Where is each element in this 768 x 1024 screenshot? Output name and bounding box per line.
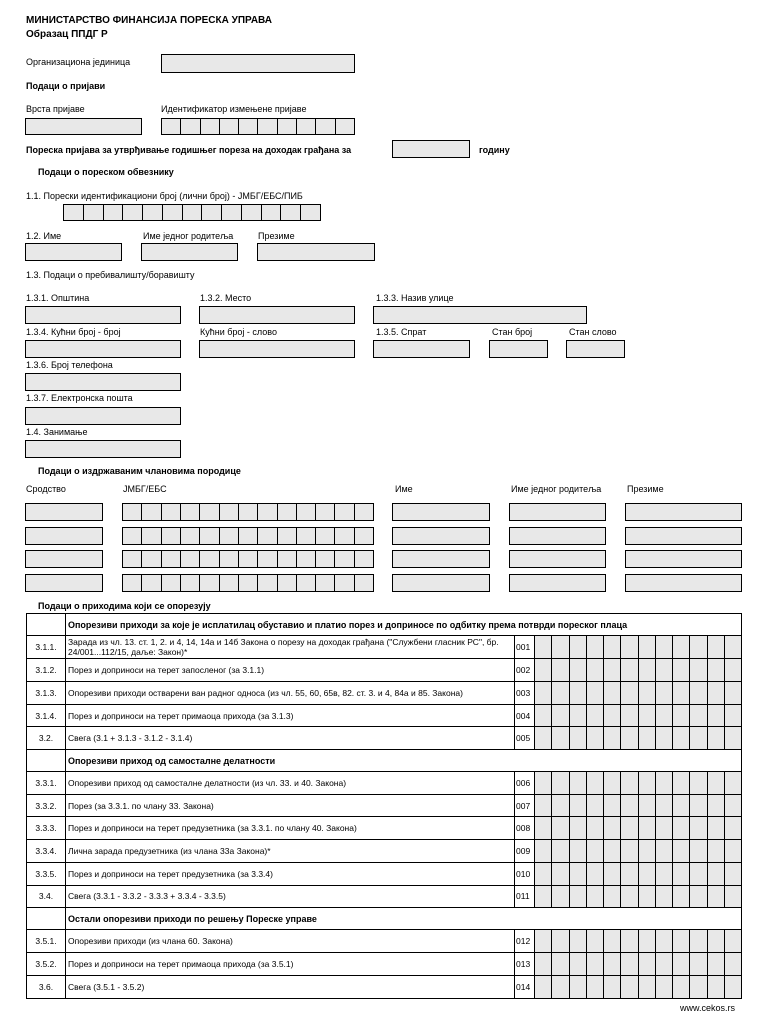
form-code: Образац ППДГ Р (26, 29, 108, 40)
house-no-field[interactable] (25, 340, 181, 358)
row-number: 3.1.1. (27, 636, 66, 658)
row-description: Опорезиви приход од самосталне делатности (из чл. 33. и 40. Закона) (65, 772, 515, 794)
apt-letter-label: Стан слово (569, 327, 617, 337)
row-code: 005 (515, 727, 535, 749)
row-description: Свега (3.3.1 - 3.3.2 - 3.3.3 + 3.3.4 - 3.3.5) (65, 886, 515, 908)
dependent-parent-field[interactable] (509, 574, 606, 592)
footer-site: www.cekos.rs (680, 1003, 736, 1013)
income-row (27, 817, 741, 840)
amount-field[interactable] (535, 886, 741, 908)
row-description: Свега (3.5.1 - 3.5.2) (65, 976, 515, 999)
year-field[interactable] (392, 140, 470, 158)
phone-label: 1.3.6. Број телефона (26, 360, 113, 370)
house-no-label: 1.3.4. Кућни број - број (26, 327, 121, 337)
section-number-cell (27, 750, 66, 771)
section-title: Остали опорезиви приходи по решењу Пореске управе (68, 913, 317, 924)
tin-field[interactable] (63, 204, 321, 221)
dependent-parent-field[interactable] (509, 550, 606, 568)
row-number: 3.3.2. (27, 795, 66, 817)
email-label: 1.3.7. Електронска пошта (26, 393, 133, 403)
row-number: 3.5.1. (27, 930, 66, 952)
row-description: Порез и доприноси на терет предузетника (за 3.3.4) (65, 863, 515, 885)
row-code: 007 (515, 795, 535, 817)
dependent-surname-field[interactable] (625, 527, 742, 545)
amount-field[interactable] (535, 727, 741, 749)
amount-field[interactable] (535, 795, 741, 817)
income-row (27, 705, 741, 728)
income-title: Подаци о приходима који се опорезују (38, 601, 211, 611)
dependents-title: Подаци о издржаваним члановима породице (38, 466, 241, 476)
row-description: Зарада из чл. 13. ст. 1, 2. и 4, 14, 14а и 14б Закона о порезу на доходак грађана ("Службени гласник РС", бр. 24/001...112/15, даље: Закон)* (65, 636, 515, 658)
section-title: Опорезиви приходи за које је исплатилац обуставио и платио порез и доприносе по одбитку према потврди пореског плаца (68, 619, 628, 630)
street-label: 1.3.3. Назив улице (376, 293, 454, 303)
row-number: 3.2. (27, 727, 66, 749)
row-code: 014 (515, 976, 535, 999)
amount-field[interactable] (535, 772, 741, 794)
income-row (27, 727, 741, 750)
surname-field[interactable] (257, 243, 375, 261)
row-description: Порез и доприноси на терет предузетника (за 3.3.1. по члану 40. Закона) (65, 817, 515, 839)
income-row (27, 772, 741, 795)
amount-field[interactable] (535, 636, 741, 658)
return-type-field[interactable] (25, 118, 142, 135)
dep-col-name: Име (395, 484, 413, 494)
apt-no-label: Стан број (492, 327, 533, 337)
apt-no-field[interactable] (489, 340, 548, 358)
row-description: Свега (3.1 + 3.1.3 - 3.1.2 - 3.1.4) (65, 727, 515, 749)
parent-name-field[interactable] (141, 243, 238, 261)
municipality-field[interactable] (25, 306, 181, 324)
municipality-label: 1.3.1. Општина (26, 293, 90, 303)
row-code: 008 (515, 817, 535, 839)
return-info-title: Подаци о пријави (26, 81, 106, 91)
dependent-name-field[interactable] (392, 503, 490, 521)
income-section-header (27, 750, 741, 772)
row-description: Порез и доприноси на терет запосленог (за 3.1.1) (65, 659, 515, 681)
amount-field[interactable] (535, 817, 741, 839)
street-field[interactable] (373, 306, 587, 324)
dependent-relation-field[interactable] (25, 550, 103, 568)
main-title: Пореска пријава за утврђивање годишњег пореза на доходак грађана за (26, 145, 352, 155)
row-description: Опорезиви приходи (из члана 60. Закона) (65, 930, 515, 952)
row-number: 3.5.2. (27, 953, 66, 975)
taxpayer-title: Подаци о пореском обвезнику (38, 167, 174, 177)
amount-field[interactable] (535, 953, 741, 975)
amount-field[interactable] (535, 976, 741, 999)
row-number: 3.3.4. (27, 840, 66, 862)
dependent-surname-field[interactable] (625, 550, 742, 568)
ministry-title: МИНИСТАРСТВО ФИНАНСИЈА ПОРЕСКА УПРАВА (26, 15, 272, 26)
floor-label: 1.3.5. Спрат (376, 327, 427, 337)
dep-col-id: ЈМБГ/ЕБС (123, 484, 167, 494)
row-number: 3.3.3. (27, 817, 66, 839)
row-number: 3.3.5. (27, 863, 66, 885)
row-code: 012 (515, 930, 535, 952)
house-letter-label: Кућни број - слово (200, 327, 277, 337)
email-field[interactable] (25, 407, 181, 425)
apt-letter-field[interactable] (566, 340, 625, 358)
row-description: Порез и доприноси на терет примаоца прихода (за 3.5.1) (65, 953, 515, 975)
residence-label: 1.3. Подаци о пребивалишту/боравишту (26, 270, 195, 280)
amount-field[interactable] (535, 705, 741, 727)
income-row (27, 953, 741, 976)
row-number: 3.6. (27, 976, 66, 999)
tin-label: 1.1. Порески идентификациони број (лични број) - ЈМБГ/ЕБС/ПИБ (26, 191, 303, 201)
row-code: 002 (515, 659, 535, 681)
org-unit-label: Организациона јединица (26, 57, 131, 67)
dependent-surname-field[interactable] (625, 574, 742, 592)
section-title: Опорезиви приход од самосталне делатности (68, 755, 276, 766)
dependent-relation-field[interactable] (25, 527, 103, 545)
amended-id-field[interactable] (161, 118, 355, 135)
dependent-id-field[interactable] (122, 550, 374, 568)
income-row (27, 976, 741, 999)
row-code: 013 (515, 953, 535, 975)
row-code: 003 (515, 682, 535, 704)
section-number-cell (27, 614, 66, 635)
dep-col-parent: Име једног родитеља (511, 484, 602, 494)
income-row (27, 863, 741, 886)
dependent-relation-field[interactable] (25, 503, 103, 521)
row-description: Порез и доприноси на терет примаоца прихода (за 3.1.3) (65, 705, 515, 727)
dependent-id-field[interactable] (122, 503, 374, 521)
dependent-name-field[interactable] (392, 550, 490, 568)
place-label: 1.3.2. Место (200, 293, 252, 303)
dep-col-surname: Презиме (627, 484, 664, 494)
row-number: 3.1.2. (27, 659, 66, 681)
amended-id-label: Идентификатор измењене пријаве (161, 104, 307, 114)
parent-name-label: Име једног родитеља (143, 231, 234, 241)
income-row (27, 659, 741, 682)
row-number: 3.1.4. (27, 705, 66, 727)
amount-field[interactable] (535, 659, 741, 681)
row-number: 3.4. (27, 886, 66, 908)
amount-field[interactable] (535, 682, 741, 704)
dependent-name-field[interactable] (392, 574, 490, 592)
row-code: 009 (515, 840, 535, 862)
amount-field[interactable] (535, 840, 741, 862)
row-description: Лична зарада предузетника (из члана 33а Закона)* (65, 840, 515, 862)
row-code: 011 (515, 886, 535, 908)
dependent-name-field[interactable] (392, 527, 490, 545)
row-code: 006 (515, 772, 535, 794)
dep-col-relation: Сродство (26, 484, 66, 494)
return-type-label: Врста пријаве (26, 104, 85, 114)
section-number-cell (27, 908, 66, 929)
row-number: 3.1.3. (27, 682, 66, 704)
income-section-header (27, 614, 741, 636)
income-row (27, 795, 741, 818)
dependent-parent-field[interactable] (509, 527, 606, 545)
income-row (27, 930, 741, 953)
dependent-id-field[interactable] (122, 527, 374, 545)
row-description: Порез (за 3.3.1. по члану 33. Закона) (65, 795, 515, 817)
amount-field[interactable] (535, 863, 741, 885)
income-row (27, 636, 741, 659)
row-description: Опорезиви приходи остварени ван радног односа (из чл. 55, 60, 65в, 82. ст. 3. и 4, 84а и 85. Закона) (65, 682, 515, 704)
name-field[interactable] (25, 243, 122, 261)
income-row (27, 886, 741, 909)
row-code: 004 (515, 705, 535, 727)
place-field[interactable] (199, 306, 355, 324)
phone-field[interactable] (25, 373, 181, 391)
name-label: 1.2. Име (26, 231, 62, 241)
year-suffix: годину (479, 145, 510, 155)
occupation-field[interactable] (25, 440, 181, 458)
org-unit-field[interactable] (161, 54, 355, 73)
row-code: 001 (515, 636, 535, 658)
dependent-relation-field[interactable] (25, 574, 103, 592)
row-code: 010 (515, 863, 535, 885)
surname-label: Презиме (258, 231, 295, 241)
amount-field[interactable] (535, 930, 741, 952)
occupation-label: 1.4. Занимање (26, 427, 88, 437)
income-table (26, 613, 742, 999)
income-section-header (27, 908, 741, 930)
floor-field[interactable] (373, 340, 470, 358)
dependent-surname-field[interactable] (625, 503, 742, 521)
dependent-id-field[interactable] (122, 574, 374, 592)
income-row (27, 682, 741, 705)
house-letter-field[interactable] (199, 340, 355, 358)
row-number: 3.3.1. (27, 772, 66, 794)
dependent-parent-field[interactable] (509, 503, 606, 521)
income-row (27, 840, 741, 863)
